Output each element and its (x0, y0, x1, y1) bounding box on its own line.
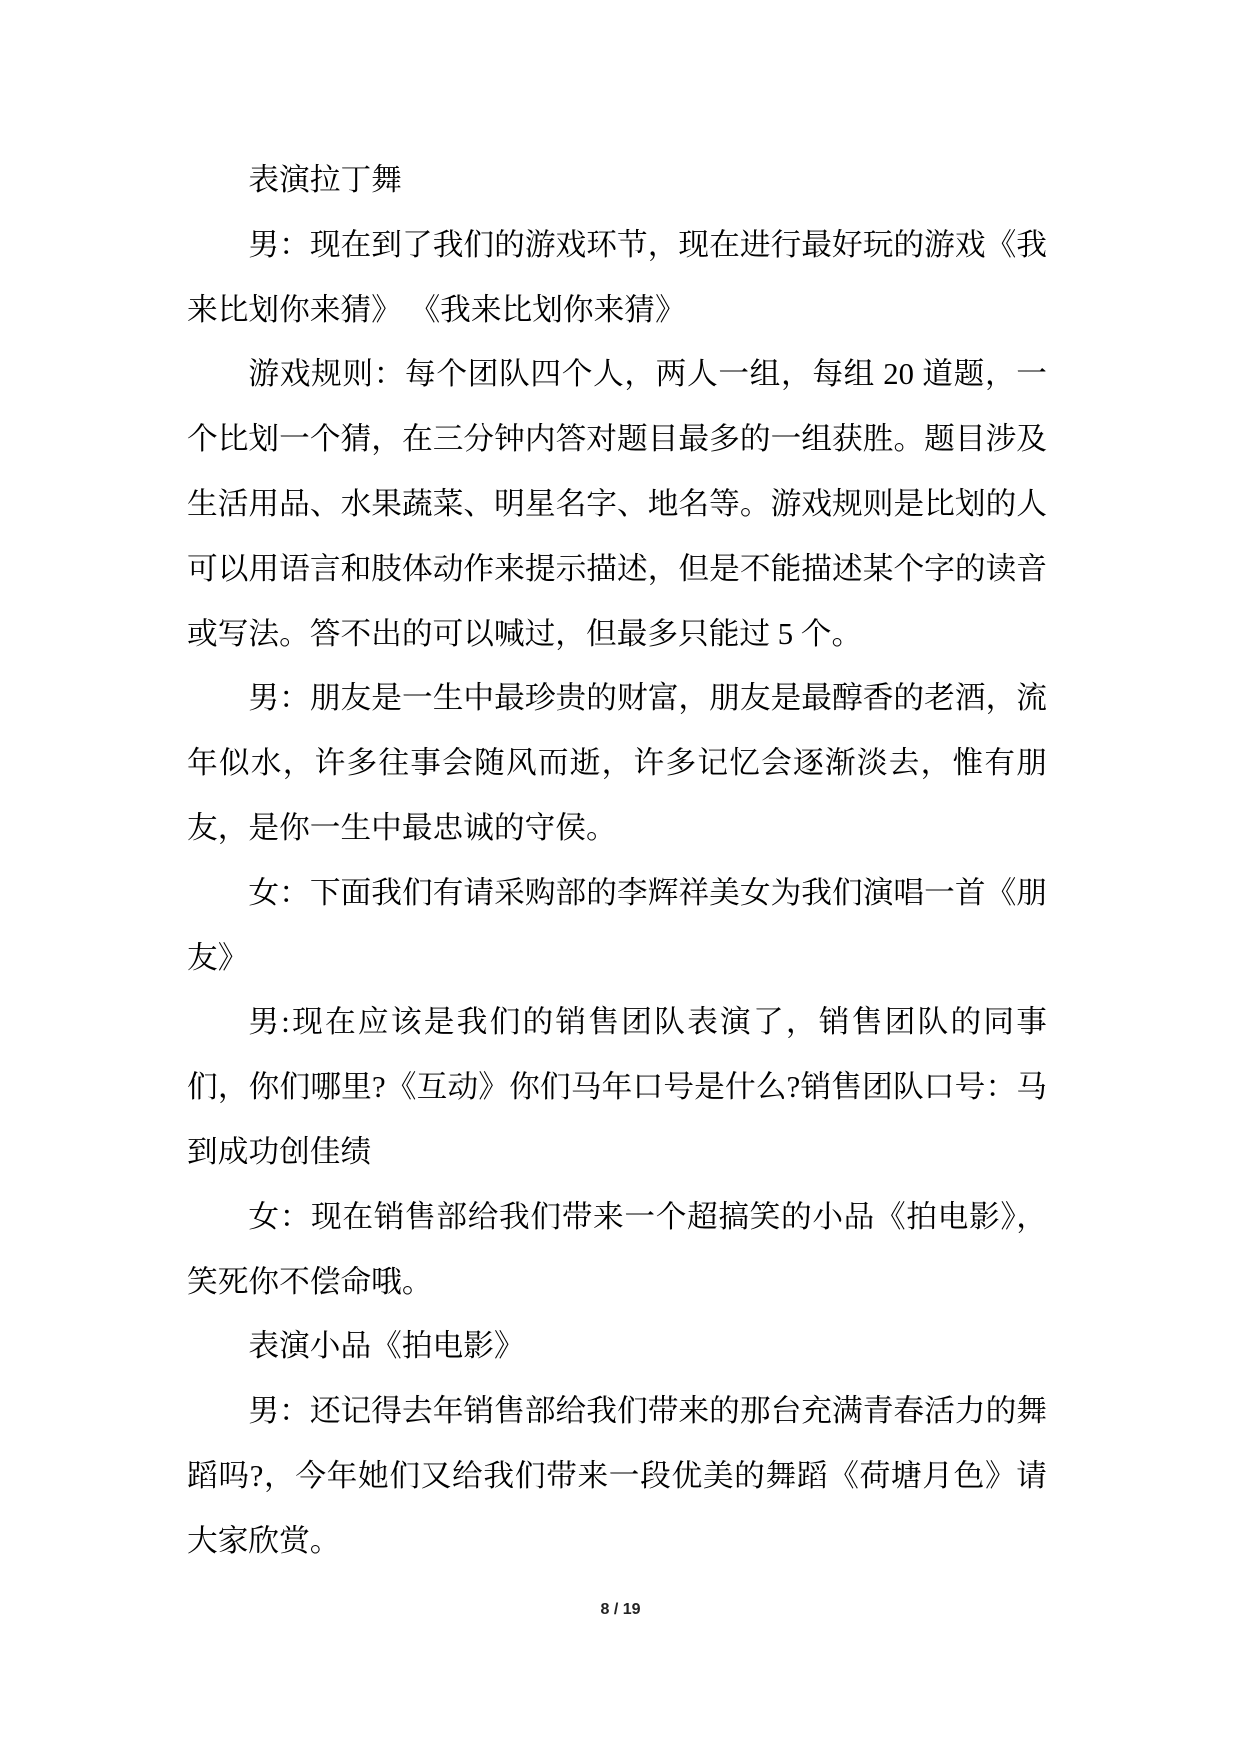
paragraph-sales-team: 男:现在应该是我们的销售团队表演了，销售团队的同事们，你们哪里?《互动》你们马年口号是什么?销售团队口号：马到成功创佳绩 (187, 1005, 1047, 1169)
paragraph-stage-direction-sketch: 表演小品《拍电影》 (248, 1329, 525, 1364)
paragraph-game-rules: 游戏规则：每个团队四个人，两人一组，每组 20 道题，一个比划一个猜，在三分钟内答对题目最多的一组获胜。题目涉及生活用品、水果蔬菜、明星名字、地名等。游戏规则是比划的人可以用语言和肢体动作来提示描述，但是不能描述某个字的读音或写法。答不出的可以喊过，但最多只能过 5 个。 (187, 357, 1047, 651)
paragraph-dance-intro: 男：还记得去年销售部给我们带来的那台充满青春活力的舞蹈吗?，今年她们又给我们带来一段优美的舞蹈《荷塘月色》请大家欣赏。 (187, 1394, 1047, 1558)
paragraph-song-invitation: 女：下面我们有请采购部的李辉祥美女为我们演唱一首《朋友》 (187, 875, 1047, 975)
paragraph-sketch-intro: 女：现在销售部给我们带来一个超搞笑的小品《拍电影》，笑死你不偿命哦。 (187, 1199, 1047, 1299)
page-number: 8 / 19 (600, 1601, 641, 1618)
paragraph-friendship: 男：朋友是一生中最珍贵的财富，朋友是最醇香的老酒，流年似水，许多往事会随风而逝，许多记忆会逐渐淡去，惟有朋友，是你一生中最忠诚的守侯。 (187, 681, 1047, 845)
document-body (187, 148, 1047, 1574)
paragraph-stage-direction-latin-dance: 表演拉丁舞 (248, 163, 402, 197)
paragraph-game-intro: 男：现在到了我们的游戏环节，现在进行最好玩的游戏《我来比划你来猜》 《我来比划你来猜》 (187, 227, 1047, 327)
